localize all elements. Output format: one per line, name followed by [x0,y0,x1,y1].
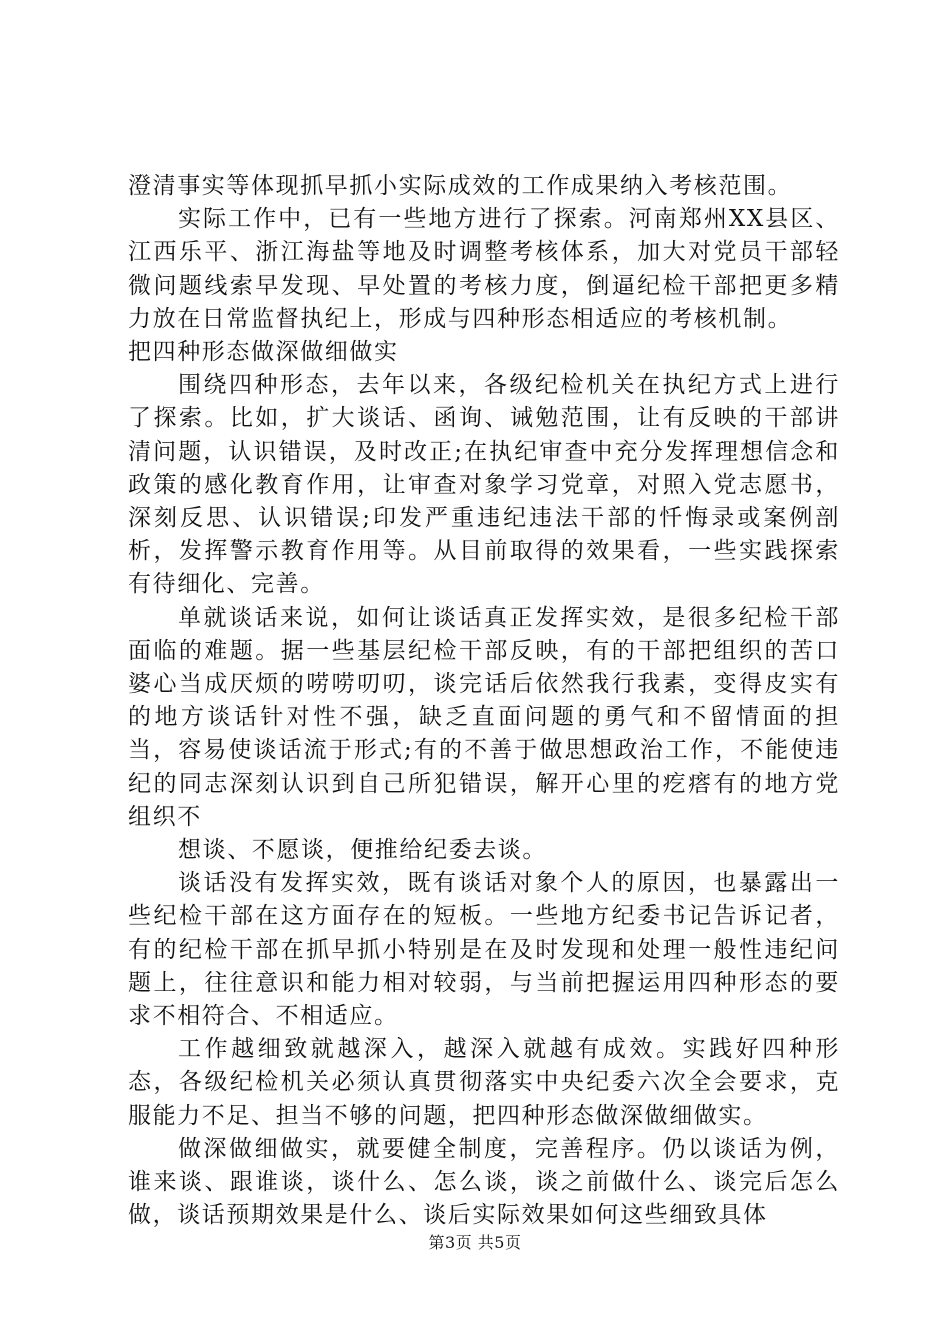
paragraph-local-exploration: 实际工作中，已有一些地方进行了探索。河南郑州XX县区、江西乐平、浙江海盐等地及时调整考核体系，加大对党员干部轻微问题线索早发现、早处置的考核力度，倒逼纪检干部把更多精力放在日常监督执纪上，形成与四种形态相适应的考核机制。 [128,206,840,332]
section-heading: 把四种形态做深做细做实 [128,339,399,366]
paragraph-continuation: 澄清事实等体现抓早抓小实际成效的工作成果纳入考核范围。 [128,173,793,199]
paragraph-improve-system: 做深做细做实，就要健全制度，完善程序。仍以谈话为例，谁来谈、跟谁谈，谈什么、怎么谈，谈之前做什么、谈完后怎么做，谈话预期效果是什么、谈后实际效果如何这些细致具体 [128,1135,840,1229]
paragraph-shortcomings: 谈话没有发挥实效，既有谈话对象个人的原因，也暴露出一些纪检干部在这方面存在的短板。一些地方纪委书记告诉记者，有的纪检干部在抓早抓小特别是在及时发现和处理一般性违纪问题上，往往意识和能力相对较弱，与当前把握运用四种形态的要求不相符合、不相适应。 [128,870,840,1030]
document-body [128,170,840,1233]
paragraph-four-forms: 围绕四种形态，去年以来，各级纪检机关在执纪方式上进行了探索。比如，扩大谈话、函询、诫勉范围，让有反映的干部讲清问题，认识错误，及时改正;在执纪审查中充分发挥理想信念和政策的感化教育作用，让审查对象学习党章，对照入党志愿书，深刻反思、认识错误;印发严重违纪违法干部的忏悔录或案例剖析，发挥警示教育作用等。从目前取得的效果看，一些实践探索有待细化、完善。 [128,372,840,598]
page-number-footer: 第3页 共5页 [428,1233,522,1252]
paragraph-conversation-continued: 想谈、不愿谈，便推给纪委去谈。 [178,837,547,864]
paragraph-deepen-work: 工作越细致就越深入，越深入就越有成效。实践好四种形态，各级纪检机关必须认真贯彻落实中央纪委六次全会要求，克服能力不足、担当不够的问题，把四种形态做深做细做实。 [128,1036,840,1129]
paragraph-conversation-issues: 单就谈话来说，如何让谈话真正发挥实效，是很多纪检干部面临的难题。据一些基层纪检干部反映，有的干部把组织的苦口婆心当成厌烦的唠唠叨叨，谈完话后依然我行我素，变得皮实有的地方谈话针对性不强，缺乏直面问题的勇气和不留情面的担当，容易使谈话流于形式;有的不善于做思想政治工作，不能使违纪的同志深刻认识到自己所犯错误，解开心里的疙瘩有的地方党组织不 [128,604,840,830]
